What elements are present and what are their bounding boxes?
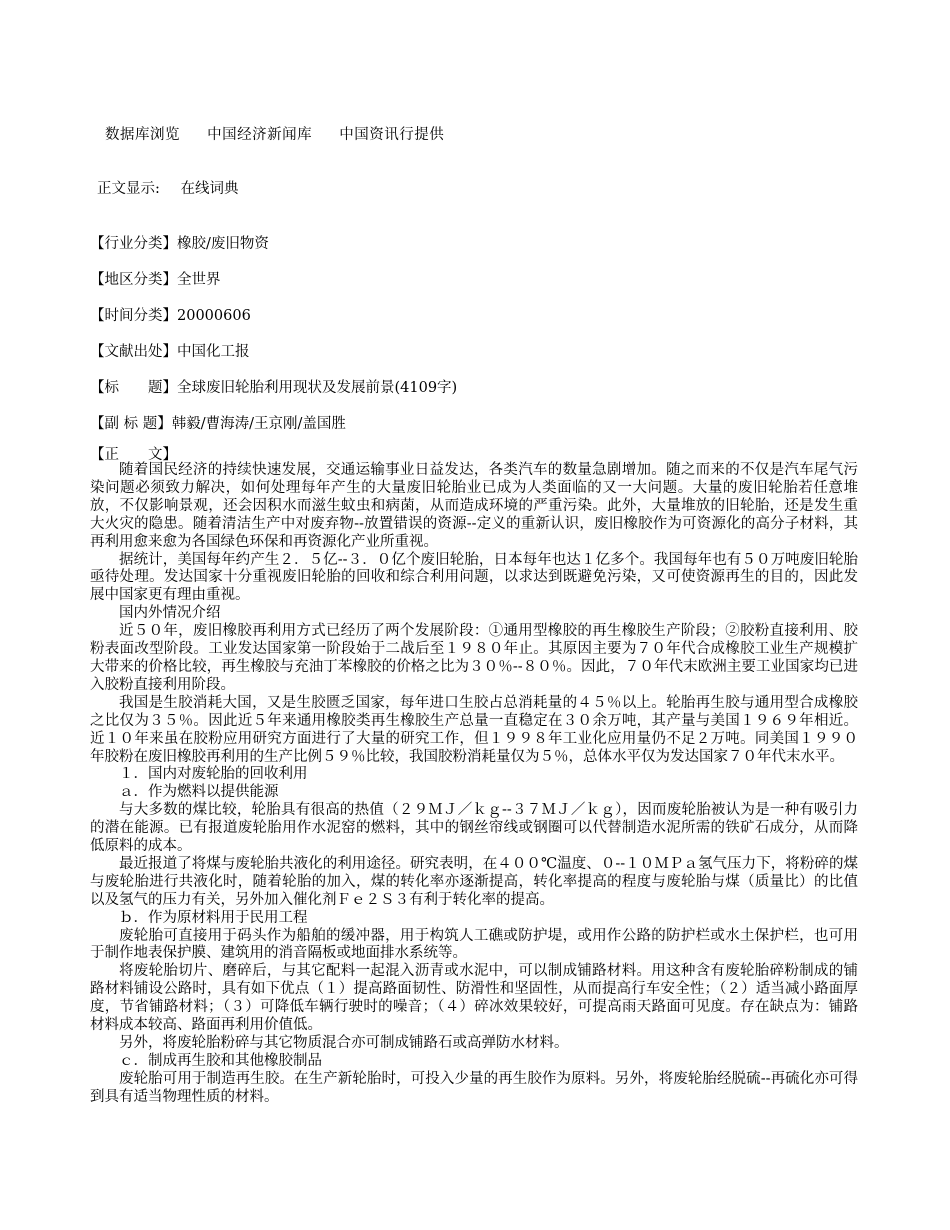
meta-region xyxy=(90,268,221,289)
body-label: 【正 文】 xyxy=(90,447,177,463)
subsection-heading: ａ．作为燃料以提供能源 xyxy=(119,784,279,801)
paragraph: 将废轮胎切片、磨碎后，与其它配料一起混入沥青或水泥中，可以制成铺路材料。用这种含有废轮胎碎粉制成的铺路材料铺设公路时，具有如下优点（１）提高路面韧性、防滑性和坚固性，从而提高行车安全性；（２）适当减小路面厚度，节省铺路材料；（３）可降低车辆行驶时的噪音；（４）碎冰效果较好，可提高雨天路面可见度。存在缺点为：铺路材料成本较高、路面再利用价值低。 xyxy=(90,963,858,1034)
meta-title xyxy=(90,376,457,397)
meta-source-value: 中国化工报 xyxy=(177,344,250,360)
subsection-heading: ｂ．作为原材料用于民用工程 xyxy=(119,909,308,926)
header-bar xyxy=(105,123,444,144)
meta-region-value: 全世界 xyxy=(177,272,221,288)
meta-industry-value: 橡胶/废旧物资 xyxy=(177,236,269,252)
meta-region-key: 【地区分类】 xyxy=(90,272,177,288)
meta-subtitle-key: 【副 标 题】 xyxy=(90,416,172,432)
paragraph: 随着国民经济的持续快速发展，交通运输事业日益发达，各类汽车的数量急剧增加。随之而来的不仅是汽车尾气污染问题必须致力解决，如何处理每年产生的大量废旧轮胎业已成为人类面临的又一大问题。大量的废旧轮胎若任意堆放，不仅影响景观，还会因积水而滋生蚊虫和病菌，从而造成环境的严重污染。此外，大量堆放的旧轮胎，还是发生重大火灾的隐患。随着清洁生产中对废弃物--放置错误的资源--定义的重新认识，废旧橡胶作为可资源化的高分子材料，其再利用愈来愈为各国绿色环保和再资源化产业所重视。 xyxy=(90,462,858,550)
db-name-link[interactable]: 中国经济新闻库 xyxy=(207,127,313,143)
paragraph: 最近报道了将煤与废轮胎共液化的利用途径。研究表明，在４００℃温度、０--１０ＭＰａ氢气压力下，将粉碎的煤与废轮胎进行共液化时，随着轮胎的加入，煤的转化率亦逐渐提高，转化率提高的程度与废轮胎与煤（质量比）的比值以及氢气的压力有关，另外加入催化剂Ｆｅ２Ｓ３有利于转化率的提高。 xyxy=(90,855,858,908)
paragraph: 据统计，美国每年约产生２．５亿--３．０亿个废旧轮胎，日本每年也达１亿多个。我国每年也有５０万吨废旧轮胎亟待处理。发达国家十分重视废旧轮胎的回收和综合利用问题，以求达到既避免污染，又可使资源再生的目的，因此发展中国家更有理由重视。 xyxy=(90,551,858,604)
meta-date-key: 【时间分类】 xyxy=(90,308,177,324)
body-display-label: 正文显示: xyxy=(97,181,160,197)
subheader-bar xyxy=(97,177,255,198)
paragraph: 我国是生胶消耗大国，又是生胶匮乏国家，每年进口生胶占总消耗量的４５％以上。轮胎再生胶与通用型合成橡胶之比仅为３５％。因此近５年来通用橡胶类再生橡胶生产总量一直稳定在３０余万吨，其产量与美国１９６９年相近。近１０年来虽在胶粉应用研究方面进行了大量的研究工作，但１９９８年工业化应用量仍不足２万吨。同美国１９９０年胶粉在废旧橡胶再利用的生产比例５９％比较，我国胶粉消耗量仅为５％，总体水平仅为发达国家７０年代末水平。 xyxy=(90,694,858,765)
paragraph: 废轮胎可直接用于码头作为船舶的缓冲器，用于构筑人工礁或防护堤，或用作公路的防护栏或水土保护栏，也可用于制作地表保护膜、建筑用的消音隔板或地面排水系统等。 xyxy=(90,927,858,962)
meta-date xyxy=(90,304,251,325)
subsection-heading: ｃ．制成再生胶和其他橡胶制品 xyxy=(119,1052,322,1069)
meta-subtitle xyxy=(90,412,346,433)
meta-industry xyxy=(90,232,269,253)
paragraph: 废轮胎可用于制造再生胶。在生产新轮胎时，可投入少量的再生胶作为原料。另外，将废轮胎经脱硫--再硫化亦可得到具有适当物理性质的材料。 xyxy=(90,1070,858,1105)
paragraph: 与大多数的煤比较，轮胎具有很高的热值（２９ＭＪ／ｋｇ--３７ＭＪ／ｋｇ），因而废轮胎被认为是一种有吸引力的潜在能源。已有报道废轮胎用作水泥窑的燃料，其中的钢丝帘线或钢圈可以代替制造水泥所需的铁矿石成分，从而降低原料的成本。 xyxy=(90,802,858,855)
online-dictionary-link[interactable]: 在线词典 xyxy=(180,181,239,197)
provider-text: 中国资讯行提供 xyxy=(339,127,445,143)
article-authors: 韩毅/曹海涛/王京刚/盖国胜 xyxy=(171,416,346,432)
meta-source xyxy=(90,340,250,361)
meta-date-value: 20000606 xyxy=(177,308,251,324)
meta-title-key: 【标 题】 xyxy=(90,380,177,396)
section-heading: １．国内对废轮胎的回收利用 xyxy=(119,766,308,783)
paragraph: 近５０年，废旧橡胶再利用方式已经历了两个发展阶段：①通用型橡胶的再生橡胶生产阶段；②胶粉直接利用、胶粉表面改型阶段。工业发达国家第一阶段始于二战后至１９８０年止。其原因主要为７０年代合成橡胶工业生产规模扩大带来的价格比较，再生橡胶与充油丁苯橡胶的价格之比为３０％--８０％。因此，７０年代末欧洲主要工业国家均已进入胶粉直接利用阶段。 xyxy=(90,623,858,693)
paragraph: 另外，将废轮胎粉碎与其它物质混合亦可制成铺路石或高弹防水材料。 xyxy=(119,1035,569,1051)
meta-industry-key: 【行业分类】 xyxy=(90,236,177,252)
article-title: 全球废旧轮胎利用现状及发展前景(4109字) xyxy=(177,380,458,396)
db-browse-link[interactable]: 数据库浏览 xyxy=(105,127,180,143)
section-heading: 国内外情况介绍 xyxy=(119,605,221,622)
article-body xyxy=(90,462,858,1107)
meta-source-key: 【文献出处】 xyxy=(90,344,177,360)
